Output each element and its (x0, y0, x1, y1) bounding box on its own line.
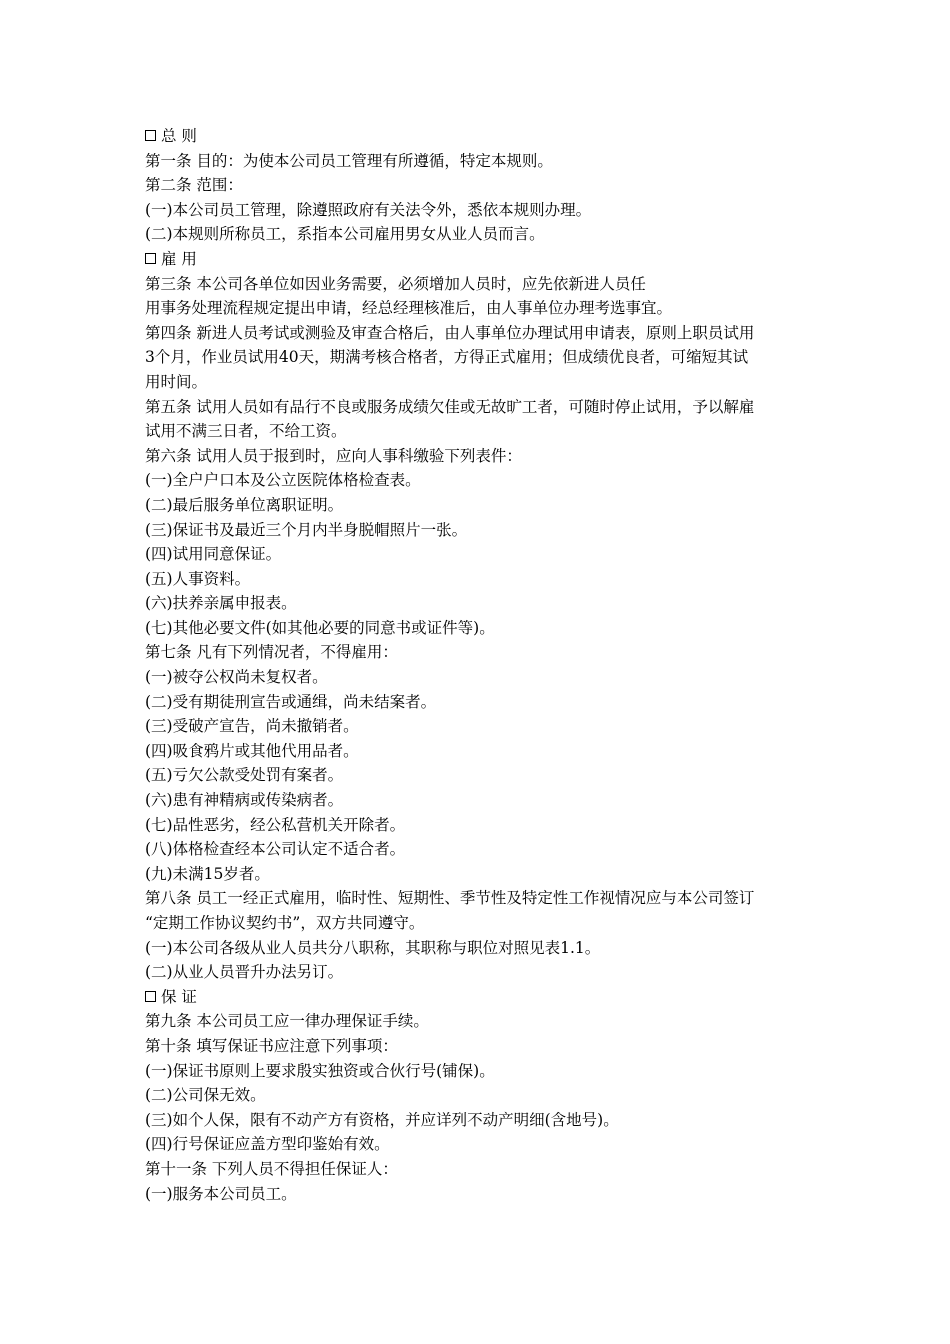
text-line: 第七条 凡有下列情况者，不得雇用： (145, 643, 398, 662)
text-line: 第四条 新进人员考试或测验及审查合格后，由人事单位办理试用申请表，原则上职员试用 (145, 323, 755, 342)
text-line: (四)试用同意保证。 (145, 545, 282, 564)
text-line: (三)保证书及最近三个月内半身脱帽照片一张。 (145, 520, 468, 539)
text-line: (五)亏欠公款受处罚有案者。 (145, 766, 344, 785)
text-line: (七)其他必要文件(如其他必要的同意书或证件等)。 (145, 618, 495, 637)
text-line: (一)本公司各级从业人员共分八职称，其职称与职位对照见表1.1。 (145, 938, 601, 957)
text-line: (一)本公司员工管理，除遵照政府有关法令外，悉依本规则办理。 (145, 200, 592, 219)
text-line: (一)全户户口本及公立医院体格检查表。 (145, 471, 421, 490)
text-line: (二)最后服务单位离职证明。 (145, 495, 344, 514)
section-heading (145, 985, 815, 1010)
section-heading (145, 247, 815, 272)
text-line: “定期工作协议契约书”，双方共同遵守。 (145, 914, 425, 932)
section-heading-text: 总 则 (161, 127, 197, 145)
section-heading-text: 保 证 (161, 987, 197, 1006)
checkbox-square-icon (145, 130, 156, 141)
text-line: (六)患有神精病或传染病者。 (145, 791, 344, 810)
text-line: (四)行号保证应盖方型印鉴始有效。 (145, 1135, 390, 1154)
text-line: 第一条 目的：为使本公司员工管理有所遵循，特定本规则。 (145, 151, 553, 170)
text-line: 第十条 填写保证书应注意下列事项： (145, 1036, 398, 1055)
text-line: (八)体格检查经本公司认定不适合者。 (145, 840, 406, 859)
text-line: 第十一条 下列人员不得担任保证人： (145, 1159, 398, 1178)
section-heading (145, 124, 815, 149)
checkbox-square-icon (145, 991, 156, 1002)
document-body (145, 124, 815, 1206)
text-line: (二)从业人员晋升办法另订。 (145, 963, 344, 982)
text-line: (一)服务本公司员工。 (145, 1184, 297, 1203)
text-line: (九)未满15岁者。 (145, 864, 270, 883)
text-line: 第八条 员工一经正式雇用，临时性、短期性、季节性及特定性工作视情况应与本公司签订 (145, 889, 755, 908)
text-line: (五)人事资料。 (145, 569, 251, 588)
text-line: (一)保证书原则上要求殷实独资或合伙行号(铺保)。 (145, 1061, 495, 1080)
text-line: (六)扶养亲属申报表。 (145, 594, 297, 613)
text-line: 第二条 范围： (145, 176, 243, 195)
text-line: (七)品性恶劣，经公私营机关开除者。 (145, 815, 406, 834)
text-line: 第五条 试用人员如有品行不良或服务成绩欠佳或无故旷工者，可随时停止试用，予以解雇 (145, 397, 755, 416)
text-line: (四)吸食鸦片或其他代用品者。 (145, 741, 359, 760)
section-heading-text: 雇 用 (161, 249, 197, 268)
text-line: (三)受破产宣告，尚未撤销者。 (145, 717, 359, 736)
text-line: (二)本规则所称员工，系指本公司雇用男女从业人员而言。 (145, 225, 545, 244)
text-line: 第九条 本公司员工应一律办理保证手续。 (145, 1012, 429, 1031)
text-line: 第三条 本公司各单位如因业务需要，必须增加人员时，应先依新进人员任 (145, 274, 646, 293)
text-line: 用事务处理流程规定提出申请，经总经理核准后，由人事单位办理考选事宜。 (145, 299, 673, 318)
text-line: (二)受有期徒刑宣告或通缉，尚未结案者。 (145, 692, 437, 711)
text-line: 用时间。 (145, 372, 208, 391)
text-line: 第六条 试用人员于报到时，应向人事科缴验下列表件： (145, 446, 522, 465)
checkbox-square-icon (145, 253, 156, 264)
text-line: 3个月，作业员试用40天，期满考核合格者，方得正式雇用；但成绩优良者，可缩短其试 (145, 348, 749, 367)
text-line: (一)被夺公权尚未复权者。 (145, 668, 328, 687)
text-line: (三)如个人保，限有不动产方有资格，并应详列不动产明细(含地号)。 (145, 1110, 619, 1129)
text-line: (二)公司保无效。 (145, 1086, 266, 1105)
text-line: 试用不满三日者，不给工资。 (145, 422, 347, 441)
